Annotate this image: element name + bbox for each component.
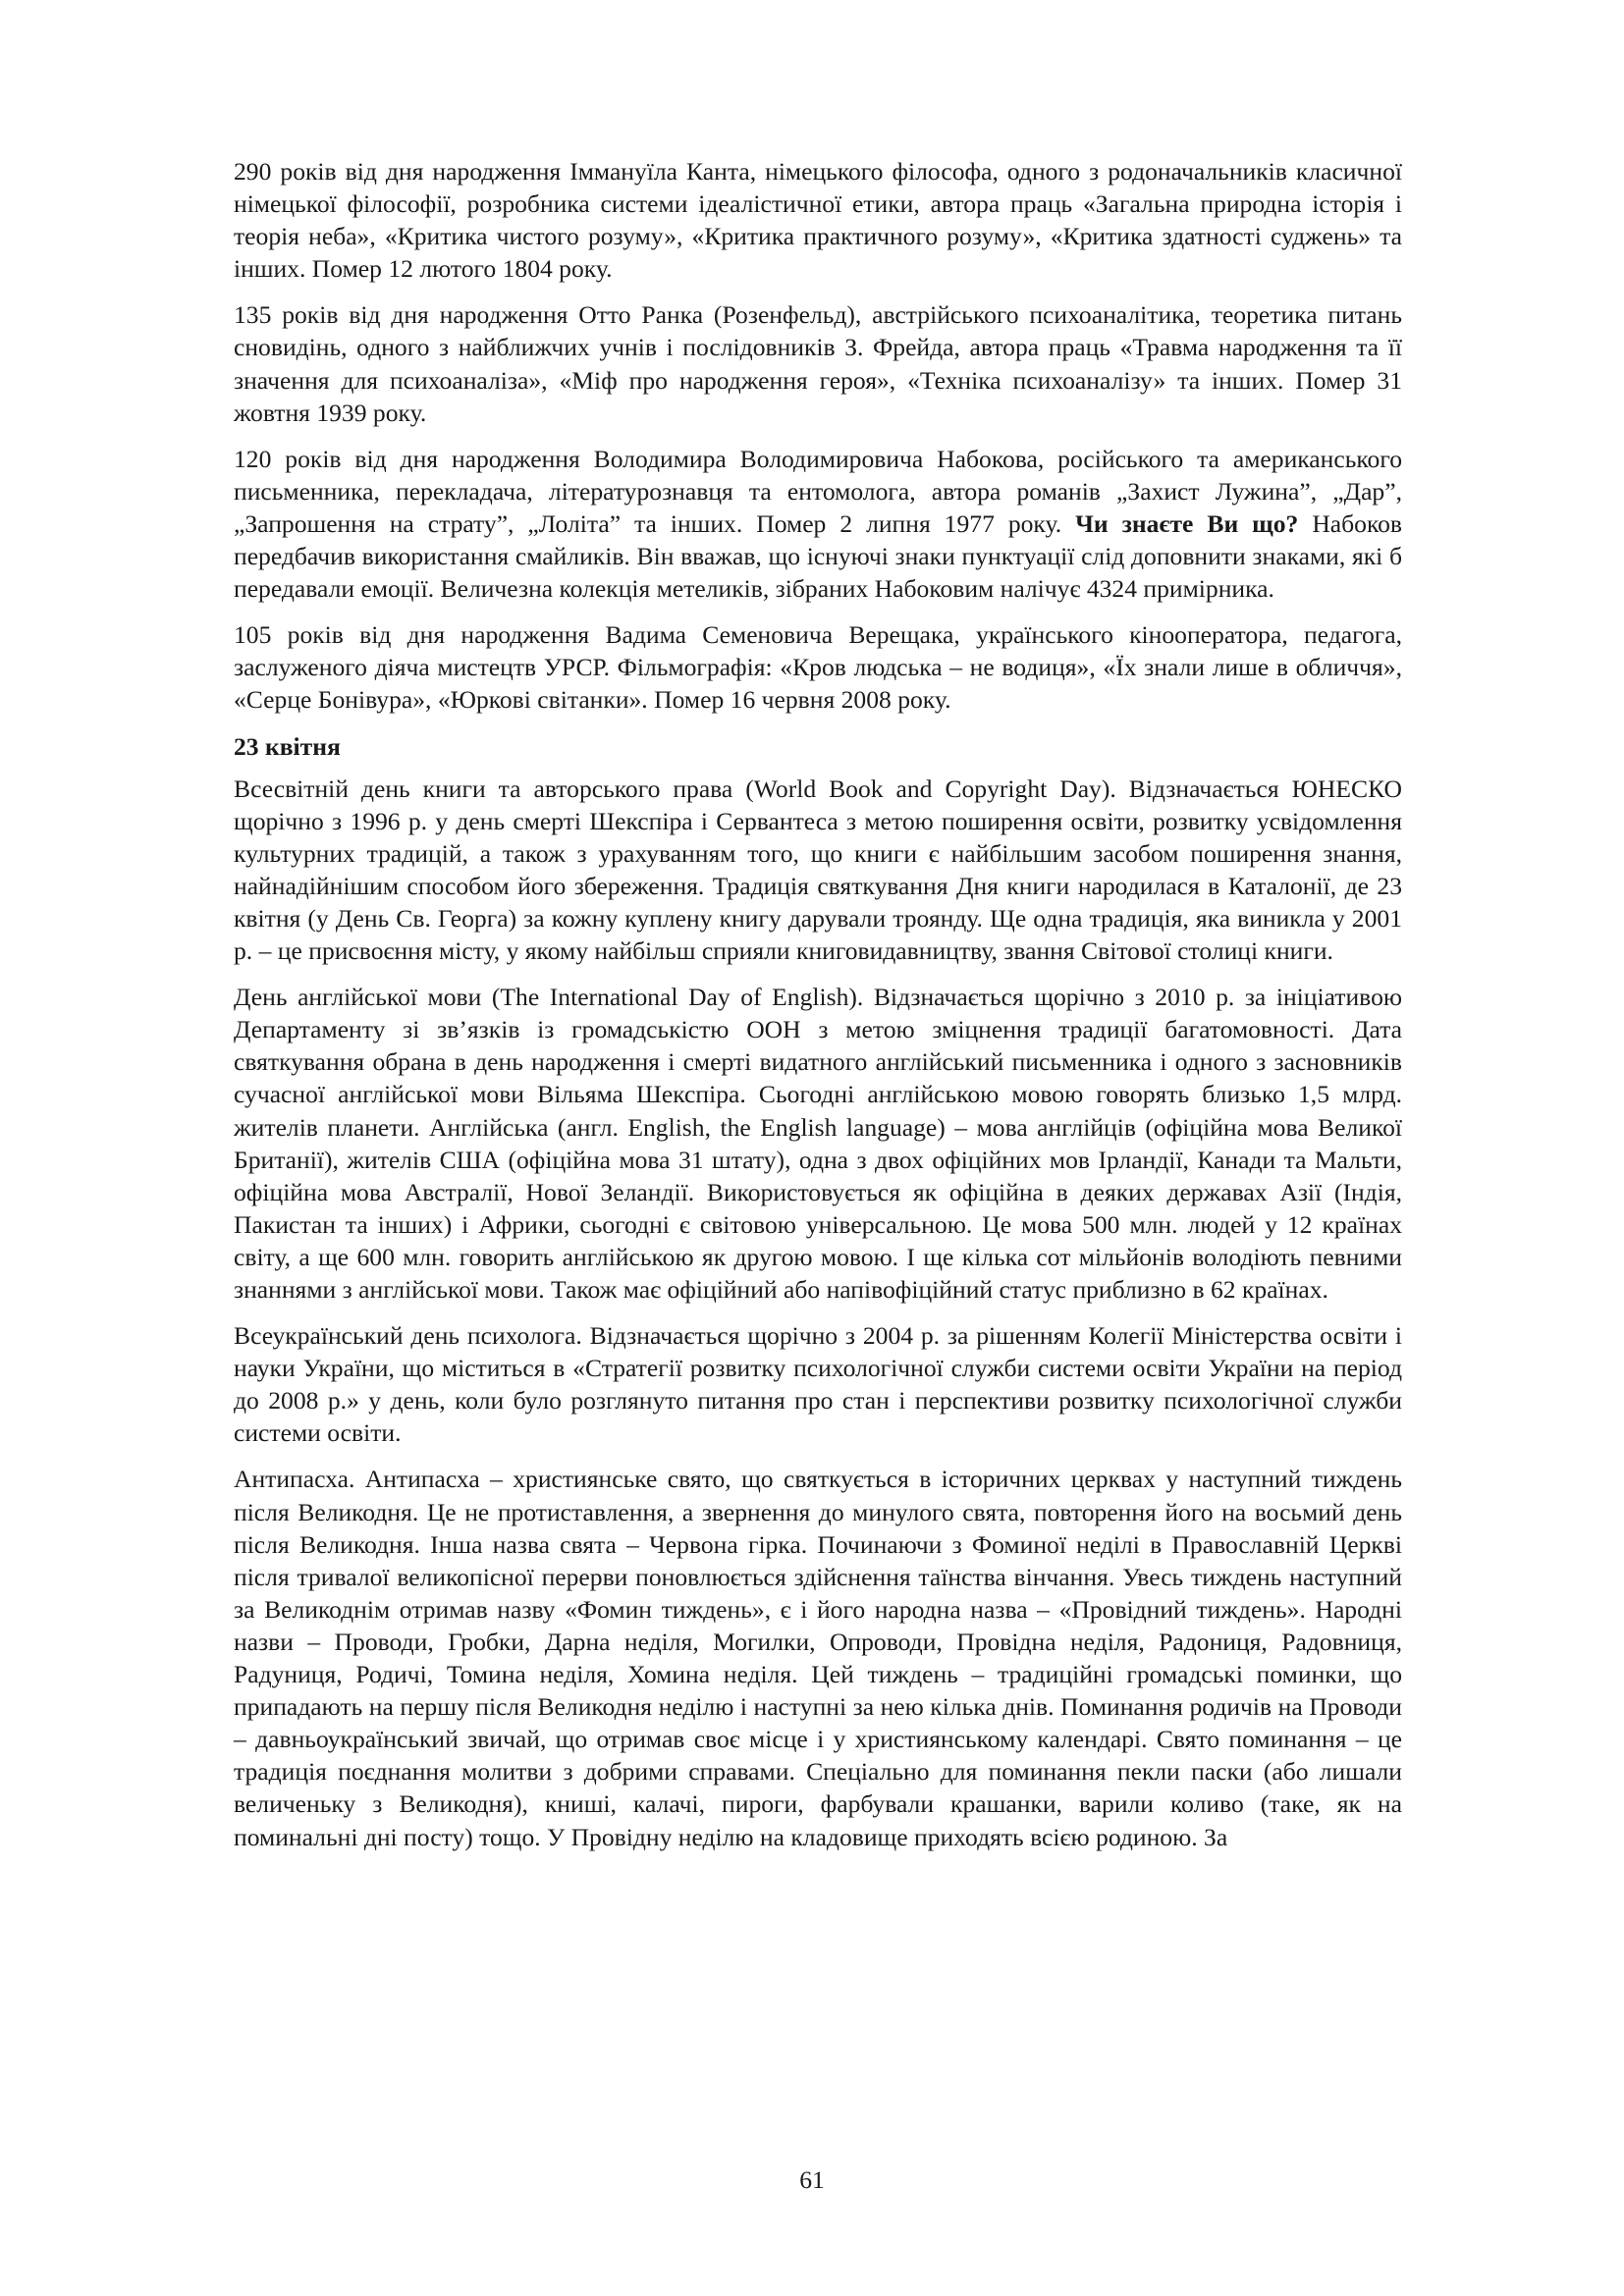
- paragraph-english-day: День англійської мови (The International Day of English). Відзначається щорічно з 2010 р. за ініціативою Департаменту зі зв’язків із громадськістю ООН з метою зміцнення традиції багатомовності. Дата святкування обрана в день народження і смерті видатного англійський письменника і одного з засновників сучасної англійської мови Вільяма Шекспіра. Сьогодні англійською мовою говорять близько 1,5 млрд. жителів планети. Англійська (англ. English, the English language) – мова англійців (офіційна мова Великої Британії), жителів США (офіційна мова 31 штату), одна з двох офіційних мов Ірландії, Канади та Мальти, офіційна мова Австралії, Нової Зеландії. Використовується як офіційна в деяких державах Азії (Індія, Пакистан та інших) і Африки, сьогодні є світовою універсальною. Це мова 500 млн. людей у 12 країнах світу, а ще 600 млн. говорить англійською як другою мовою. І ще кілька сот мільйонів володіють певними знаннями з англійської мови. Також має офіційний або напівофіційний статус приблизно в 62 країнах.: [234, 983, 1402, 1304]
- did-you-know-bold: Чи знаєте Ви що?: [1075, 508, 1299, 538]
- nabokov-text-end: Набоков передбачив використання смайликів. Він вважав, що існуючі знаки пунктуації слід доповнити знаками, які б передавали емоції. Величезна колекція метеликів, зібраних Набоковим налічує 4324 примірника.: [234, 508, 1402, 604]
- nabokov-text-start: 120 років від дня народження Володимира Володимировича Набокова, російського та американського письменника, перекладача, літературознавця та ентомолога, автора романів „Захист Лужина”, „Дар”, „Запрошення на страту”, „Лоліта” та інших. Помер 2 липня 1977 року.: [234, 444, 1402, 538]
- paragraph-kant: 290 років від дня народження Іммануїла Канта, німецького філософа, одного з родоначальників класичної німецької філософії, розробника системи ідеалістичної етики, автора праць «Загальна природна історія і теорія неба», «Критика чистого розуму», «Критика практичного розуму», «Критика здатності суджень» та інших. Помер 12 лютого 1804 року.: [234, 157, 1402, 284]
- paragraph-world-book-day: Всесвітній день книги та авторського права (World Book and Copyright Day). Відзначається ЮНЕСКО щорічно з 1996 р. у день смерті Шекспіра і Сервантеса з метою поширення освіти, розвитку усвідомлення культурних традицій, а також з урахуванням того, що книги є найбільшим засобом поширення знання, найнадійнішим способом його збереження. Традиція святкування Дня книги народилася в Каталонії, де 23 квітня (у День Св. Георга) за кожну куплену книгу дарували троянду. Ще одна традиція, яка виникла у 2001 р. – це присвоєння місту, у якому найбільш сприяли книговидавництву, звання Світової столиці книги.: [234, 774, 1402, 966]
- paragraph-rank: 135 років від дня народження Отто Ранка (Розенфельд), австрійського психоаналітика, теоретика питань сновидінь, одного з найближчих учнів і послідовників З. Фрейда, автора праць «Травма народження та її значення для психоаналіза», «Міф про народження героя», «Техніка психоаналізу» та інших. Помер 31 жовтня 1939 року.: [234, 300, 1402, 427]
- paragraph-antipascha: Антипасха. Антипасха – християнське свято, що святкується в історичних церквах у наступний тиждень після Великодня. Це не протиставлення, а звернення до минулого свята, повторення його на восьмий день після Великодня. Інша назва свята – Червона гірка. Починаючи з Фоминої неділі в Православній Церкві після тривалої великопісної перерви поновлюється здійснення таїнства вінчання. Увесь тиждень наступний за Великоднім отримав назву «Фомин тиждень», є і його народна назва – «Провідний тиждень». Народні назви – Проводи, Гробки, Дарна неділя, Могилки, Опроводи, Провідна неділя, Радониця, Радовниця, Радуниця, Родичі, Томина неділя, Хомина неділя. Цей тиждень – традиційні громадські поминки, що припадають на першу після Великодня неділю і наступні за нею кілька днів. Поминання родичів на Проводи – давньоукраїнський звичай, що отримав своє місце і у християнському календарі. Свято поминання – це традиція поєднання молитви з добрими справами. Спеціально для поминання пекли паски (або лишали величеньку з Великодня), книші, калачі, пироги, фарбували крашанки, варили коливо (таке, як на поминальні дні посту) тощо. У Провідну неділю на кладовище приходять всією родиною. За: [234, 1465, 1402, 1851]
- paragraph-psychologist-day: Всеукраїнський день психолога. Відзначається щорічно з 2004 р. за рішенням Колегії Міністерства освіти і науки України, що міститься в «Стратегії розвитку психологічної служби системи освіти України на період до 2008 р.» у день, коли було розглянуто питання про стан і перспективи розвитку психологічної служби системи освіти.: [234, 1321, 1402, 1448]
- paragraph-vereshchak: 105 років від дня народження Вадима Семеновича Верещака, українського кінооператора, педагога, заслуженого діяча мистецтв УРСР. Фільмографія: «Кров людська – не водиця», «Їх знали лише в обличчя», «Серце Бонівура», «Юркові світанки». Помер 16 червня 2008 року.: [234, 620, 1402, 715]
- date-heading: 23 квітня: [234, 731, 341, 761]
- paragraph-nabokov: [234, 443, 1402, 605]
- document-page: [234, 155, 1402, 1867]
- page-number: 61: [799, 2165, 825, 2194]
